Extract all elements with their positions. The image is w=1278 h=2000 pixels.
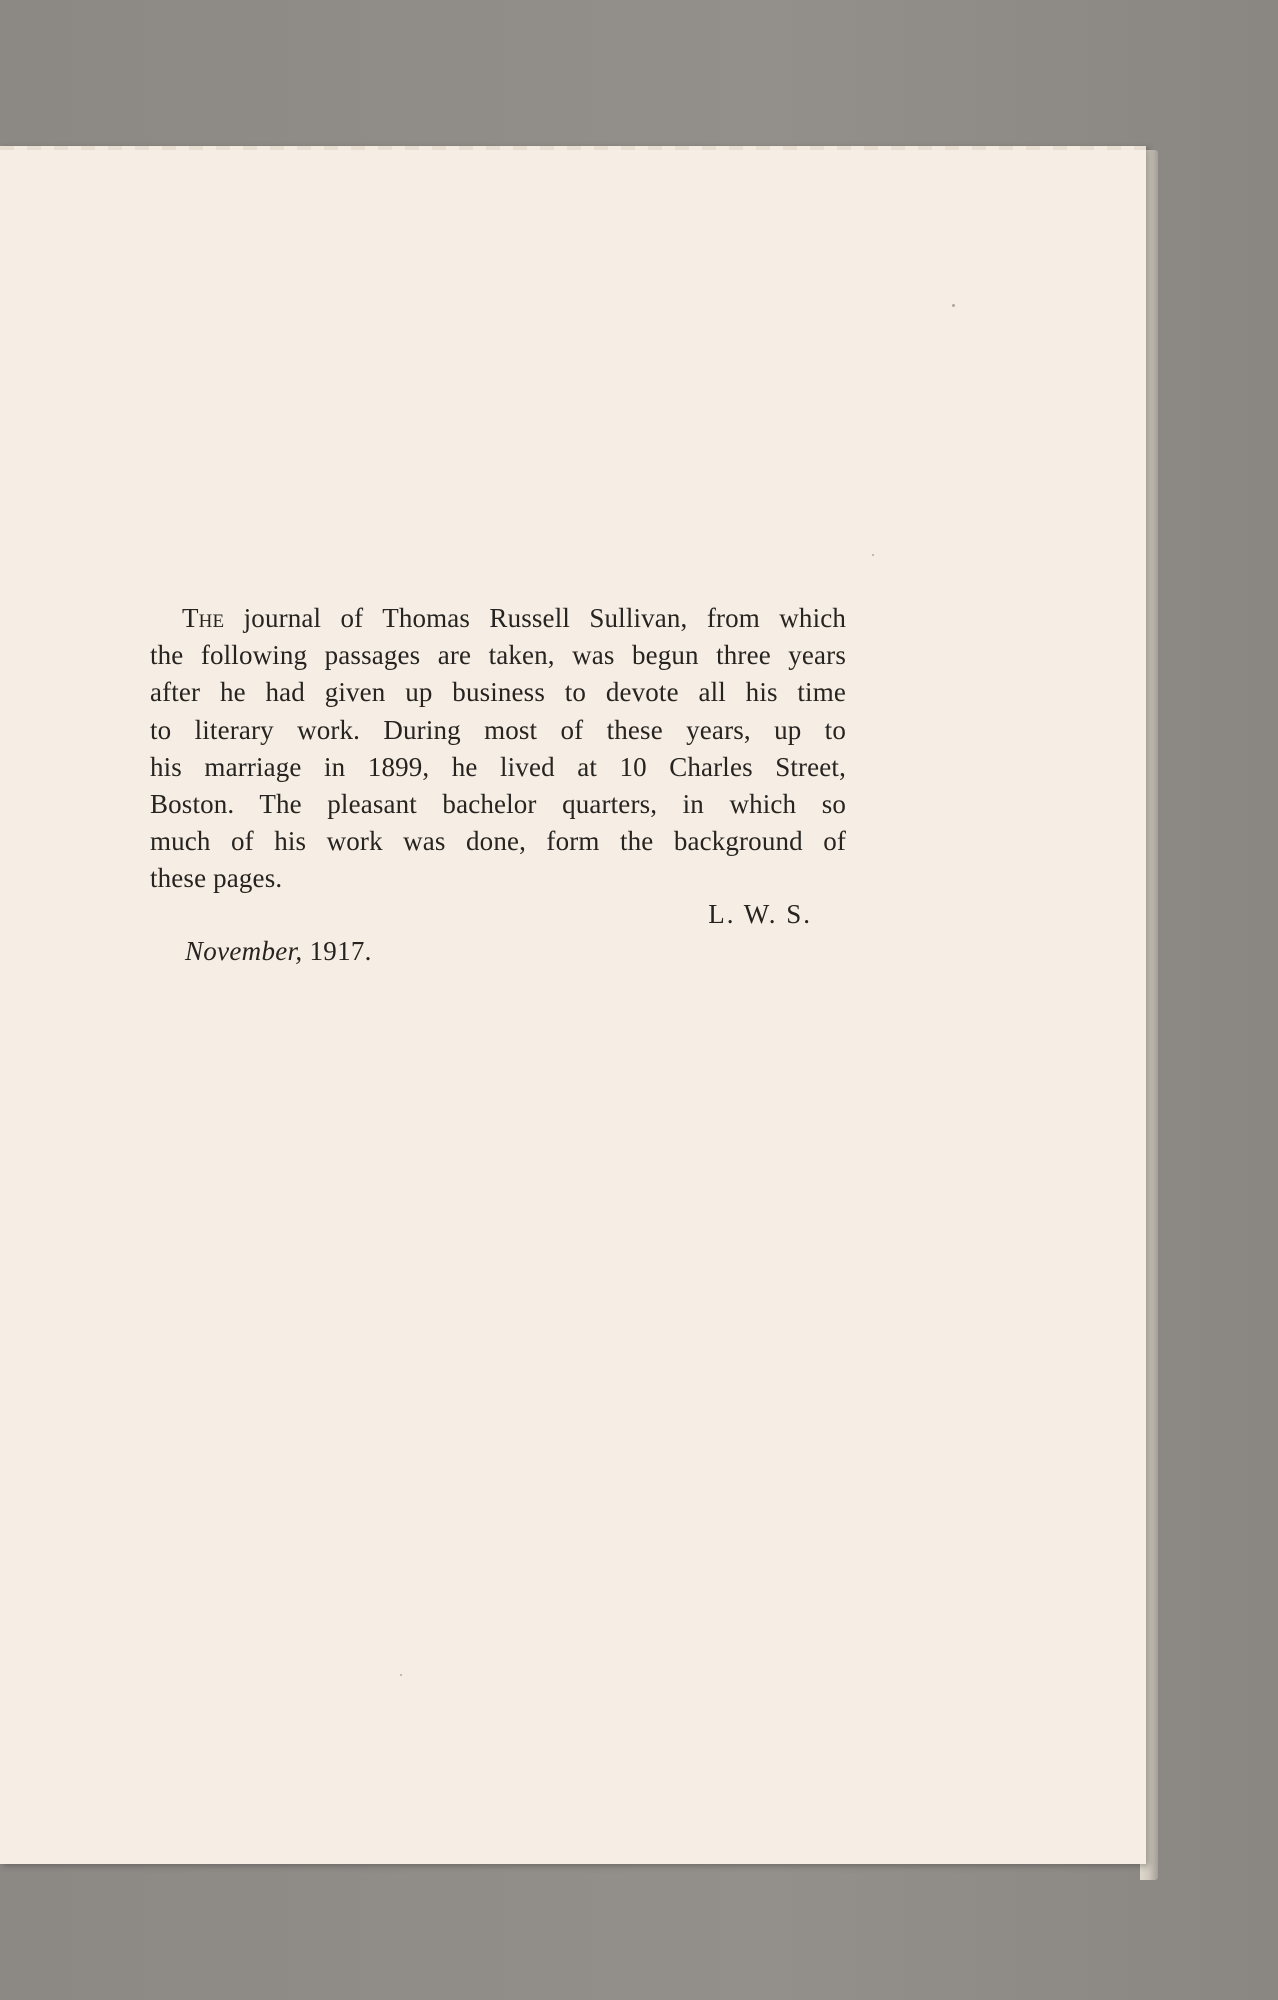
date-month: November, — [185, 936, 303, 966]
paragraph-line: to literary work. During most of these years, up to — [150, 714, 846, 745]
paragraph-line: much of his work was done, form the background of — [150, 826, 846, 857]
paragraph-line: after he had given up business to devote all his time — [150, 677, 846, 708]
preface-paragraph — [150, 600, 846, 898]
paragraph-line — [150, 600, 846, 637]
paper-speck — [400, 1674, 402, 1676]
book-page — [0, 146, 1146, 1864]
lead-word: The — [182, 603, 225, 633]
paragraph-line: the following passages are taken, was begun three years — [150, 640, 846, 671]
paragraph-line: these pages. — [150, 863, 283, 894]
paragraph-line: his marriage in 1899, he lived at 10 Charles Street, — [150, 751, 846, 782]
date-line — [185, 936, 372, 967]
date-year: 1917. — [302, 936, 372, 966]
paper-speck — [872, 554, 874, 556]
paper-speck — [952, 304, 955, 307]
paragraph-line: Boston. The pleasant bachelor quarters, in which so — [150, 789, 846, 820]
line-text: journal of Thomas Russell Sullivan, from which — [224, 603, 846, 633]
author-initials: L. W. S. — [708, 899, 812, 929]
